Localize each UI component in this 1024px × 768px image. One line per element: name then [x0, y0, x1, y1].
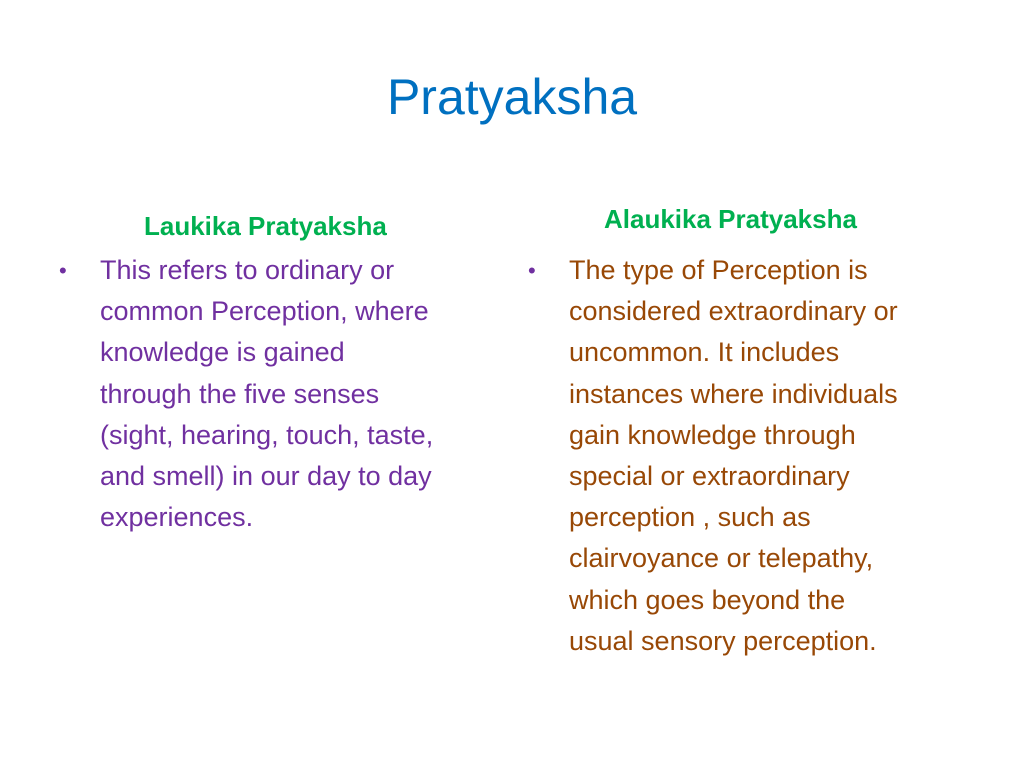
- text-line: which goes beyond the: [569, 584, 846, 615]
- text-line: instances where individuals: [569, 378, 898, 409]
- text-line: clairvoyance or telepathy,: [569, 543, 874, 574]
- right-bullet-text: [569, 250, 981, 662]
- text-line: and smell) in our day to day: [100, 461, 432, 492]
- right-column-heading: Alaukika Pratyaksha: [604, 204, 857, 234]
- text-line: The type of Perception is: [569, 255, 868, 285]
- text-line: common Perception, where: [100, 296, 429, 327]
- text-line: experiences.: [100, 502, 254, 533]
- left-bullet-text: [100, 250, 498, 538]
- text-line: perception , such as: [569, 502, 811, 533]
- text-line: gain knowledge through: [569, 419, 856, 450]
- text-line: special or extraordinary: [569, 461, 850, 492]
- bullet-marker: •: [528, 258, 536, 283]
- text-line: usual sensory perception.: [569, 625, 877, 656]
- slide-title: Pratyaksha: [386, 69, 638, 125]
- text-line: uncommon. It includes: [569, 337, 840, 368]
- text-line: This refers to ordinary or: [100, 255, 395, 285]
- text-line: considered extraordinary or: [569, 296, 898, 327]
- bullet-marker: •: [59, 258, 67, 283]
- text-line: knowledge is gained: [100, 337, 345, 368]
- text-line: through the five senses: [100, 378, 380, 409]
- text-line: (sight, hearing, touch, taste,: [100, 419, 434, 450]
- left-column-heading: Laukika Pratyaksha: [144, 211, 387, 241]
